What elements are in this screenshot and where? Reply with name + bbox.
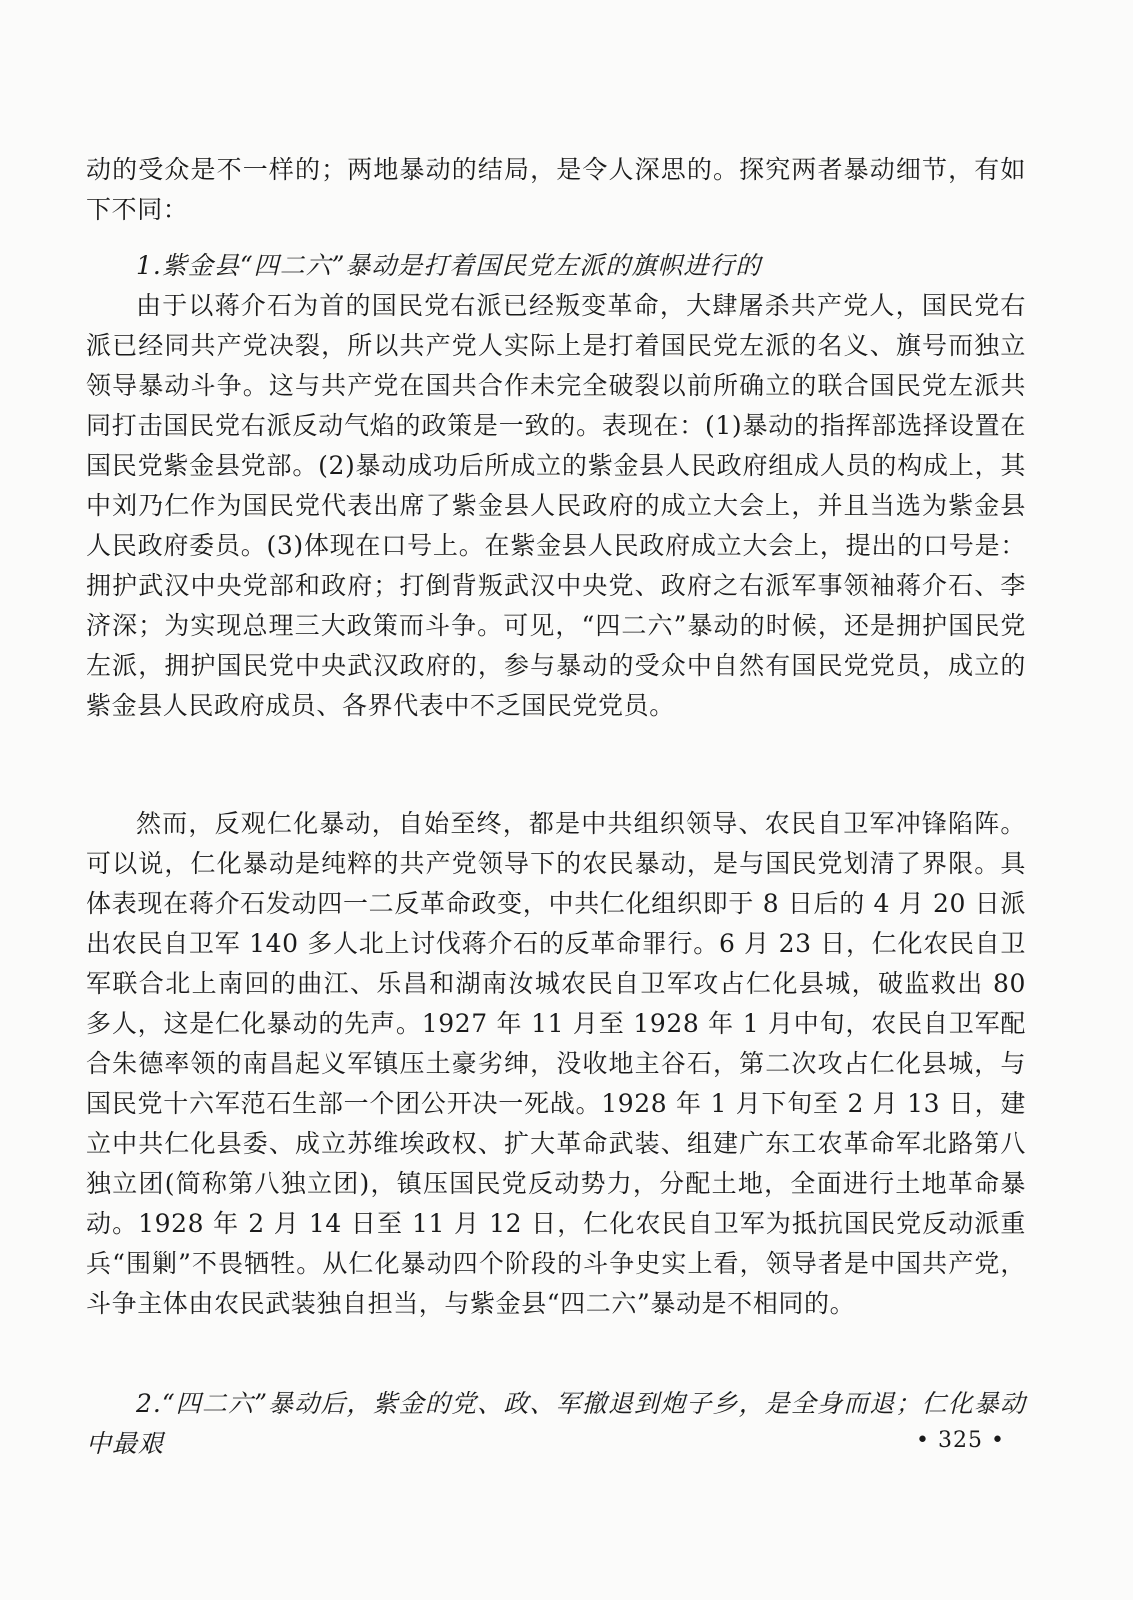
section-1-paragraph-1 (86, 286, 1026, 726)
section-heading-2 (86, 1384, 1026, 1464)
opening-paragraph (86, 150, 1026, 230)
section-heading-text: 2.“四二六”暴动后，紫金的党、政、军撤退到炮子乡，是全身而退；仁化暴动中最艰 (86, 1389, 1026, 1458)
section-1-paragraph-2 (86, 804, 1026, 1324)
paragraph-text: 然而，反观仁化暴动，自始至终，都是中共组织领导、农民自卫军冲锋陷阵。可以说，仁化暴动是纯粹的共产党领导下的农民暴动，是与国民党划清了界限。具体表现在蒋介石发动四一二反革命政变，中共仁化组织即于 8 日后的 4 月 20 日派出农民自卫军 140 多人北上讨伐蒋介石的反革命罪行。6 月 23 日，仁化农民自卫军联合北上南回的曲江、乐昌和湖南汝城农民自卫军攻占仁化县城，破监救出 80 多人，这是仁化暴动的先声。1927 年 11 月至 1928 年 1 月中旬，农民自卫军配合朱德率领的南昌起义军镇压土豪劣绅，没收地主谷石，第二次攻占仁化县城，与国民党十六军范石生部一个团公开决一死战。1928 年 1 月下旬至 2 月 13 日，建立中共仁化县委、成立苏维埃政权、扩大革命武装、组建广东工农革命军北路第八独立团(简称第八独立团)，镇压国民党反动势力，分配土地，全面进行土地革命暴动。1928 年 2 月 14 日至 11 月 12 日，仁化农民自卫军为抵抗国民党反动派重兵“围剿”不畏牺牲。从仁化暴动四个阶段的斗争史实上看，领导者是中国共产党，斗争主体由农民武装独自担当，与紫金县“四二六”暴动是不相同的。 (86, 809, 1026, 1318)
paragraph-text: 动的受众是不一样的；两地暴动的结局，是令人深思的。探究两者暴动细节，有如下不同： (86, 155, 1026, 224)
section-heading-1 (86, 246, 1026, 286)
page-number: • 325 • (916, 1428, 1005, 1453)
paragraph-text: 由于以蒋介石为首的国民党右派已经叛变革命，大肆屠杀共产党人，国民党右派已经同共产党决裂，所以共产党人实际上是打着国民党左派的名义、旗号而独立领导暴动斗争。这与共产党在国共合作未完全破裂以前所确立的联合国民党左派共同打击国民党右派反动气焰的政策是一致的。表现在：(1)暴动的指挥部选择设置在国民党紫金县党部。(2)暴动成功后所成立的紫金县人民政府组成人员的构成上，其中刘乃仁作为国民党代表出席了紫金县人民政府的成立大会上，并且当选为紫金县人民政府委员。(3)体现在口号上。在紫金县人民政府成立大会上，提出的口号是：拥护武汉中央党部和政府；打倒背叛武汉中央党、政府之右派军事领袖蒋介石、李济深；为实现总理三大政策而斗争。可见，“四二六”暴动的时候，还是拥护国民党左派，拥护国民党中央武汉政府的，参与暴动的受众中自然有国民党党员，成立的紫金县人民政府成员、各界代表中不乏国民党党员。 (86, 291, 1026, 720)
section-heading-text: 1.紫金县“四二六”暴动是打着国民党左派的旗帜进行的 (136, 251, 762, 280)
